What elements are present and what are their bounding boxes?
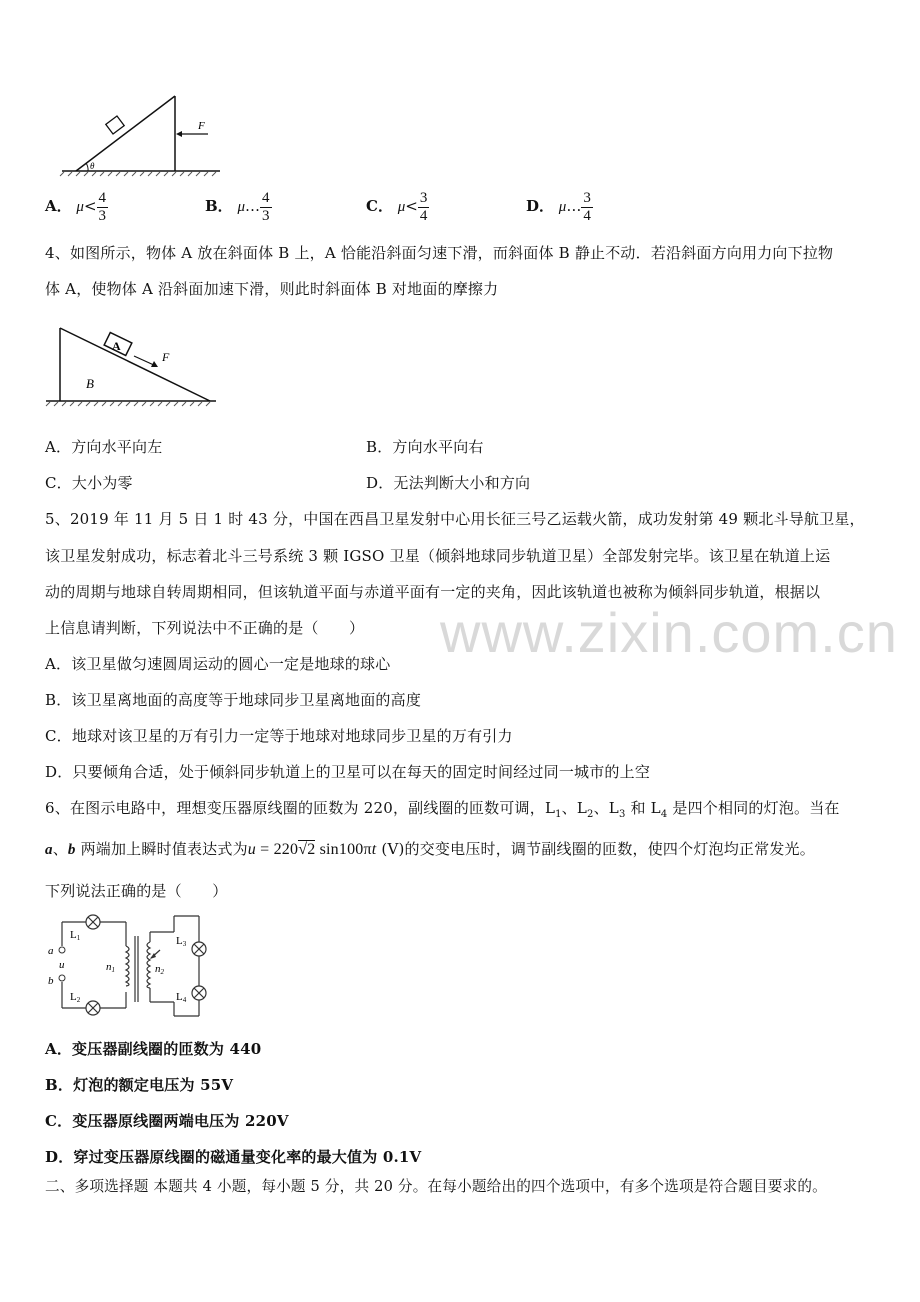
block-shape	[106, 116, 124, 134]
lamp-l1-label: L1	[70, 929, 81, 942]
q5-option-a[interactable]: A．该卫星做匀速圆周运动的圆心一定是地球的球心	[45, 655, 391, 673]
q6-option-b[interactable]: B．灯泡的额定电压为 55V	[45, 1076, 234, 1094]
force-label: F	[198, 120, 205, 132]
incline-force-figure	[58, 92, 223, 177]
q3-option-b[interactable]: B． μ… $\frac{4}{3}$	[205, 190, 270, 224]
force-label: F	[162, 350, 170, 364]
block-a-label: A	[112, 339, 121, 353]
q5-stem-line4: 上信息请判断，下列说法中不正确的是（ ）	[45, 619, 365, 637]
lamp-l3-label: L3	[176, 935, 187, 948]
q4-option-d[interactable]: D．无法判断大小和方向	[366, 474, 531, 492]
q4-option-a[interactable]: A．方向水平向左	[45, 438, 163, 456]
q4-stem-line2: 体 A，使物体 A 沿斜面加速下滑，则此时斜面体 B 对地面的摩擦力	[45, 280, 499, 298]
n1-label: n1	[106, 961, 115, 974]
lamp-l4-label: L4	[176, 991, 187, 1004]
q4-option-c[interactable]: C．大小为零	[45, 474, 133, 492]
formula: u = 220√2 sin100πt	[247, 841, 377, 858]
q6-option-c[interactable]: C．变压器原线圈两端电压为 220V	[45, 1112, 289, 1130]
q6-stem-line1: 6、在图示电路中，理想变压器原线圈的匝数为 220，副线圈的匝数可调，$L_1$、$L_2$、$L_3$ 和 $L_4$ 是四个相同的灯泡。当在	[45, 799, 840, 820]
svg-text:u: u	[59, 959, 65, 971]
q6-stem-line2: a、b 两端加上瞬时值表达式为u = 220√2 sin100πt (V)的交变电压时，调节副线圈的匝数，使四个灯泡均正常发光。	[45, 840, 815, 858]
watermark: www.zixin.com.cn	[440, 601, 898, 664]
incline-block-figure	[44, 326, 219, 408]
q5-option-d[interactable]: D．只要倾角合适，处于倾斜同步轨道上的卫星可以在每天的固定时间经过同一城市的上空	[45, 763, 651, 781]
q4-option-b[interactable]: B．方向水平向右	[366, 438, 484, 456]
q5-stem-line3: 动的周期与地球自转周期相同，但该轨道平面与赤道平面有一定的夹角，因此该轨道也被称为倾斜同步轨道，根据以	[45, 583, 821, 601]
angle-label: θ	[90, 161, 95, 171]
q5-stem-line1: 5、2019 年 11 月 5 日 1 时 43 分，中国在西昌卫星发射中心用长征三号乙运载火箭，成功发射第 49 颗北斗导航卫星，	[45, 510, 865, 528]
q6-option-d[interactable]: D．穿过变压器原线圈的磁通量变化率的最大值为 0.1V	[45, 1148, 422, 1166]
q6-option-a[interactable]: A．变压器副线圈的匝数为 440	[45, 1040, 262, 1058]
lamp-l2-label: L2	[70, 991, 81, 1004]
section2-heading: 二、多项选择题 本题共 4 小题，每小题 5 分，共 20 分。在每小题给出的四个选项中，有多个选项是符合题目要求的。	[45, 1178, 827, 1195]
q3-option-d[interactable]: D． μ… $\frac{3}{4}$	[526, 190, 591, 224]
q5-stem-line2: 该卫星发射成功，标志着北斗三号系统 3 颗 IGSO 卫星（倾斜地球同步轨道卫星）全部发射完毕。该卫星在轨道上运	[45, 547, 831, 565]
n2-label: n2	[155, 963, 164, 976]
svg-text:a: a	[48, 945, 54, 957]
incline-b-label: B	[86, 376, 94, 391]
q3-option-c[interactable]: C． μ< $\frac{3}{4}$	[366, 190, 428, 224]
svg-text:b: b	[48, 975, 54, 987]
q4-stem-line1: 4、如图所示，物体 A 放在斜面体 B 上，A 恰能沿斜面匀速下滑，而斜面体 B 静止不动．若沿斜面方向用力向下拉物	[45, 244, 834, 262]
transformer-circuit-figure	[44, 906, 224, 1022]
q6-stem-line3: 下列说法正确的是（ ）	[45, 882, 228, 900]
q3-option-a[interactable]: A． μ< $\frac{4}{3}$	[45, 190, 107, 224]
q5-option-c[interactable]: C．地球对该卫星的万有引力一定等于地球对地球同步卫星的万有引力	[45, 727, 513, 745]
q5-option-b[interactable]: B．该卫星离地面的高度等于地球同步卫星离地面的高度	[45, 691, 422, 709]
